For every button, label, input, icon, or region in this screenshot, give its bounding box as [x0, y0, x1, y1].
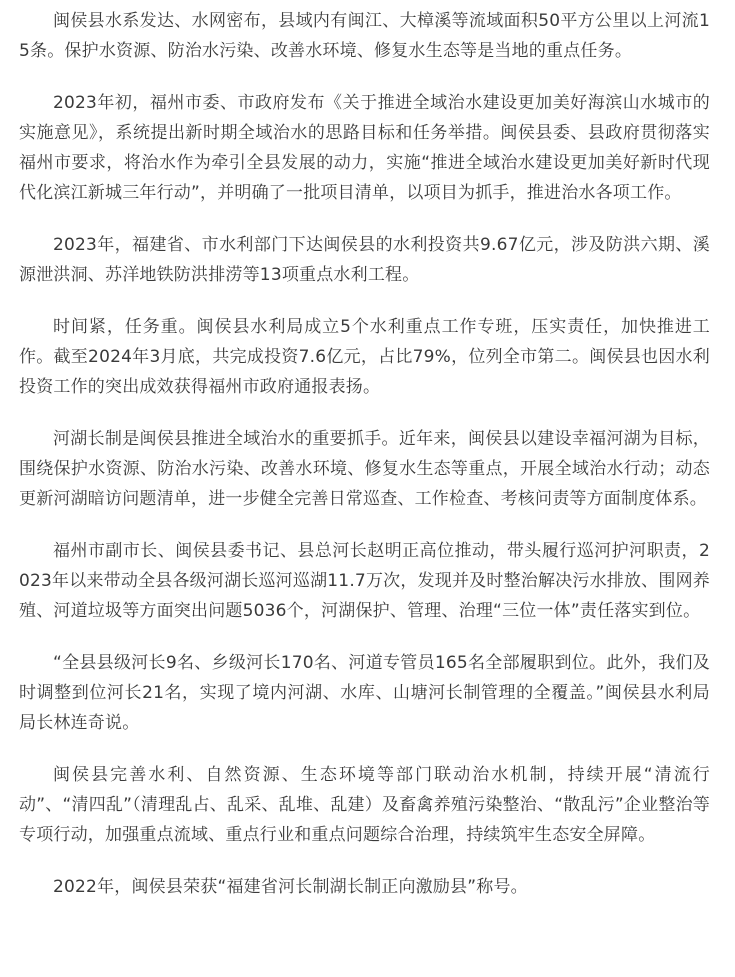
paragraph-2: 2023年初，福州市委、市政府发布《关于推进全域治水建设更加美好海滨山水城市的实施意见》，系统提出新时期全域治水的思路目标和任务举措。闽侯县委、县政府贯彻落实福州市要求，将治水作为牵引全县发展的动力，实施“推进全域治水建设更加美好新时代现代化滨江新城三年行动”，并明确了一批项目清单，以项目为抓手，推进治水各项工作。: [19, 93, 710, 203]
paragraph-7: “全县县级河长9名、乡级河长170名、河道专管员165名全部履职到位。此外，我们及时调整到位河长21名，实现了境内河湖、水库、山塘河长制管理的全覆盖。”闽侯县水利局局长林连奇说。: [19, 653, 710, 733]
paragraph-1: 闽侯县水系发达、水网密布，县域内有闽江、大樟溪等流域面积50平方公里以上河流15条。保护水资源、防治水污染、改善水环境、修复水生态等是当地的重点任务。: [19, 11, 710, 61]
paragraph-4: 时间紧，任务重。闽侯县水利局成立5个水利重点工作专班，压实责任，加快推进工作。截至2024年3月底，共完成投资7.6亿元，占比79%，位列全市第二。闽侯县也因水利投资工作的突出成效获得福州市政府通报表扬。: [19, 317, 710, 397]
paragraph-8: 闽侯县完善水利、自然资源、生态环境等部门联动治水机制，持续开展“清流行动”、“清四乱”（清理乱占、乱采、乱堆、乱建）及畜禽养殖污染整治、“散乱污”企业整治等专项行动，加强重点流域、重点行业和重点问题综合治理，持续筑牢生态安全屏障。: [19, 765, 710, 845]
article-body: [0, 6, 735, 977]
paragraph-5: 河湖长制是闽侯县推进全域治水的重要抓手。近年来，闽侯县以建设幸福河湖为目标，围绕保护水资源、防治水污染、改善水环境、修复水生态等重点，开展全域治水行动；动态更新河湖暗访问题清单，进一步健全完善日常巡查、工作检查、考核问责等方面制度体系。: [19, 429, 710, 509]
paragraph-6: 福州市副市长、闽侯县委书记、县总河长赵明正高位推动，带头履行巡河护河职责，2023年以来带动全县各级河湖长巡河巡湖11.7万次，发现并及时整治解决污水排放、围网养殖、河道垃圾等方面突出问题5036个，河湖保护、管理、治理“三位一体”责任落实到位。: [19, 541, 710, 621]
paragraph-3: 2023年，福建省、市水利部门下达闽侯县的水利投资共9.67亿元，涉及防洪六期、溪源泄洪洞、苏洋地铁防洪排涝等13项重点水利工程。: [19, 235, 710, 285]
paragraph-9: 2022年，闽侯县荣获“福建省河长制湖长制正向激励县”称号。: [53, 877, 528, 897]
